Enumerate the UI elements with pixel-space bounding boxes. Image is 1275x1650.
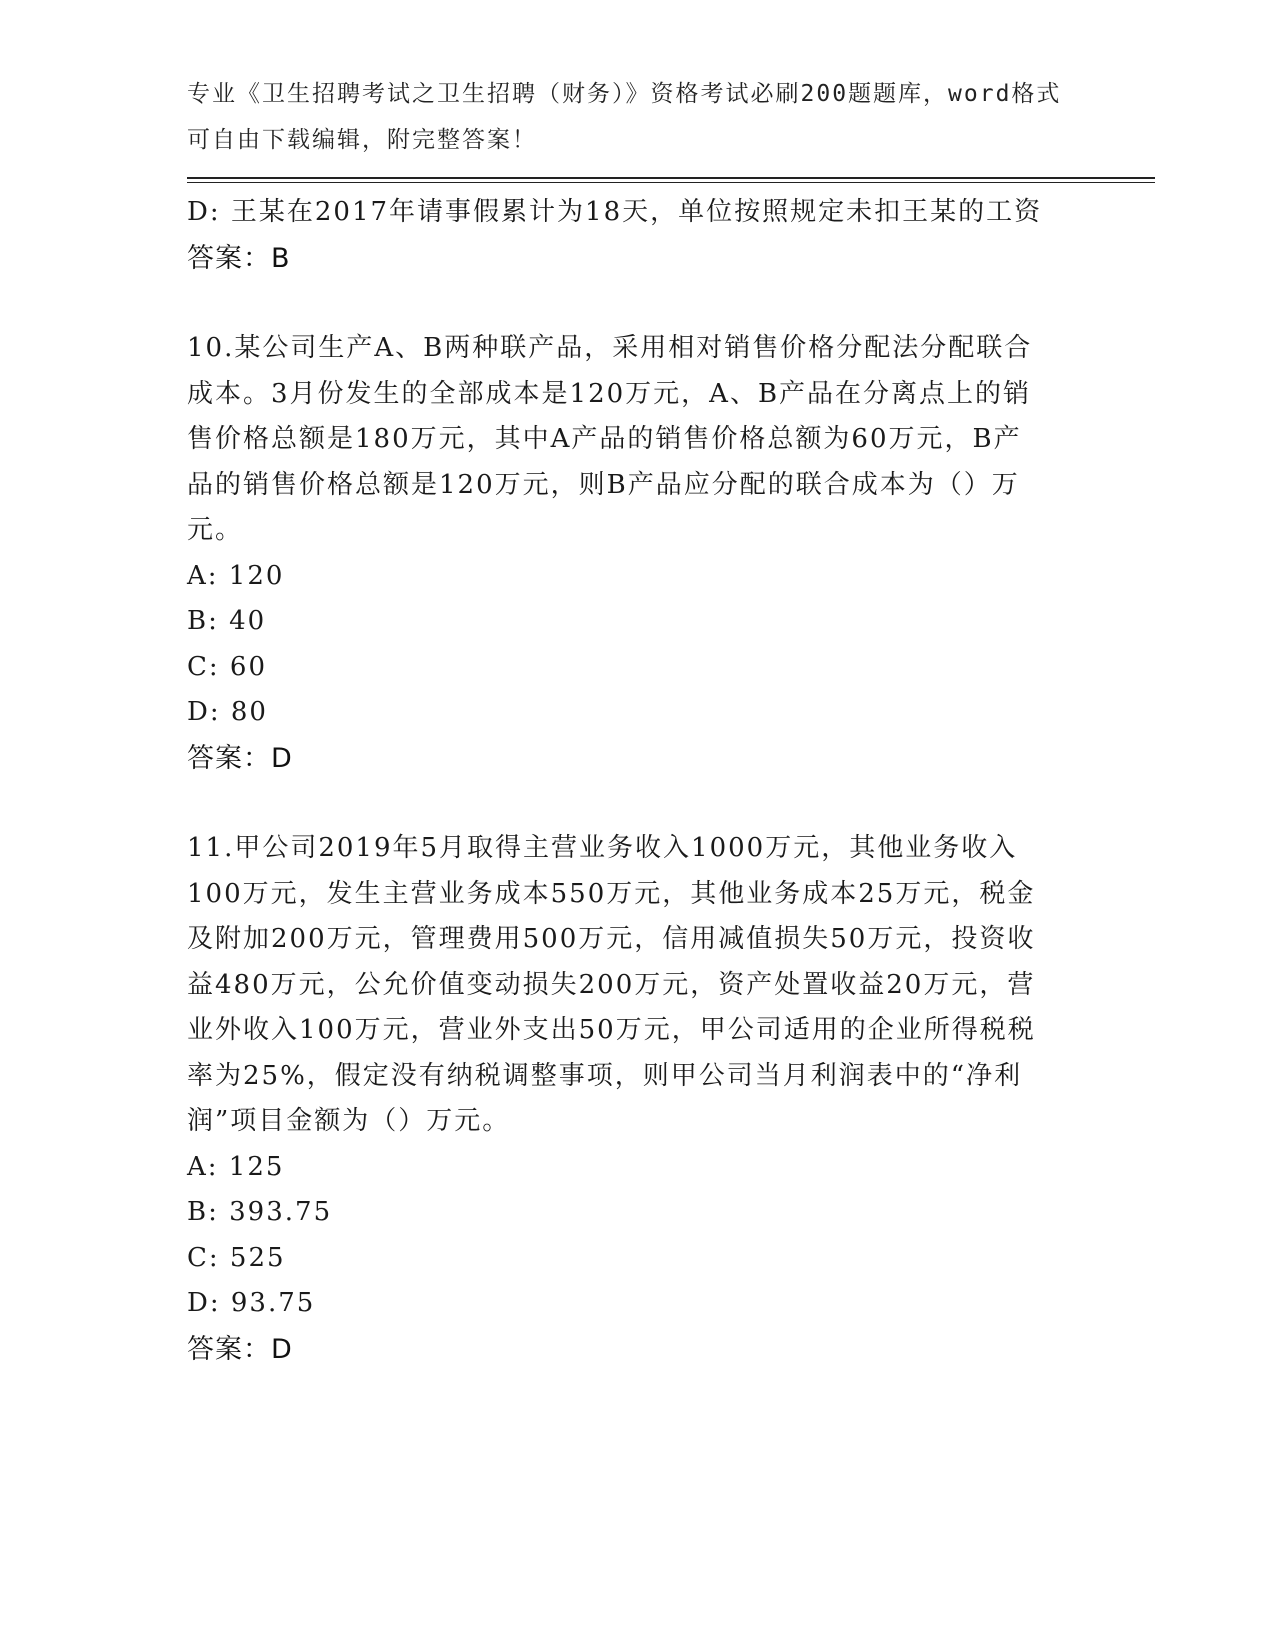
option-a: A: 125 xyxy=(187,1151,285,1182)
header-divider-thin xyxy=(187,182,1155,183)
document-header xyxy=(187,72,1067,163)
question-stem-line: 率为25%，假定没有纳税调整事项，则甲公司当月利润表中的“净利 xyxy=(187,1060,1023,1091)
question-stem-line: 润”项目金额为（）万元。 xyxy=(187,1106,511,1136)
spacer xyxy=(187,781,1087,826)
answer-label: 答案：D xyxy=(187,1333,293,1365)
question-stem-line: 10.某公司生产A、B两种联产品，采用相对销售价格分配法分配联合 xyxy=(187,333,1033,363)
question-stem-line: 及附加200万元，管理费用500万元，信用减值损失50万元，投资收 xyxy=(187,924,1036,954)
answer-label: 答案：D xyxy=(187,742,293,774)
question-stem-line: 售价格总额是180万元，其中A产品的销售价格总额为60万元，B产 xyxy=(187,424,1022,454)
question-stem-line: 业外收入100万元，营业外支出50万元，甲公司适用的企业所得税税 xyxy=(187,1015,1036,1045)
option-b: B: 393.75 xyxy=(187,1197,333,1227)
question-11 xyxy=(187,826,1087,1372)
option-c: C: 60 xyxy=(187,651,268,682)
option-b: B: 40 xyxy=(187,606,267,636)
question-stem-line: 益480万元，公允价值变动损失200万元，资产处置收益20万元，营 xyxy=(187,969,1036,1000)
question-10 xyxy=(187,326,1087,781)
question-stem-line: 100万元，发生主营业务成本550万元，其他业务成本25万元，税金 xyxy=(187,878,1036,909)
question-stem-line: 成本。3月份发生的全部成本是120万元，A、B产品在分离点上的销 xyxy=(187,378,1032,409)
previous-question xyxy=(187,190,1087,281)
answer-label: 答案：B xyxy=(187,242,291,274)
document-body xyxy=(187,190,1087,1372)
header-line-1: 专业《卫生招聘考试之卫生招聘（财务）》资格考试必刷200题题库，word格式 xyxy=(187,81,1062,107)
option-d: D: 王某在2017年请事假累计为18天，单位按照规定未扣王某的工资 xyxy=(187,197,1043,227)
option-a: A: 120 xyxy=(187,560,285,591)
question-stem-line: 品的销售价格总额是120万元，则B产品应分配的联合成本为（）万 xyxy=(187,469,1020,500)
question-stem-line: 元。 xyxy=(187,515,244,545)
question-stem-line: 11.甲公司2019年5月取得主营业务收入1000万元，其他业务收入 xyxy=(187,833,1018,863)
option-d: D: 93.75 xyxy=(187,1288,316,1318)
header-line-2: 可自由下载编辑，附完整答案！ xyxy=(187,126,537,153)
option-c: C: 525 xyxy=(187,1242,286,1273)
header-divider-thick xyxy=(187,177,1155,179)
option-d: D: 80 xyxy=(187,697,268,727)
spacer xyxy=(187,281,1087,326)
